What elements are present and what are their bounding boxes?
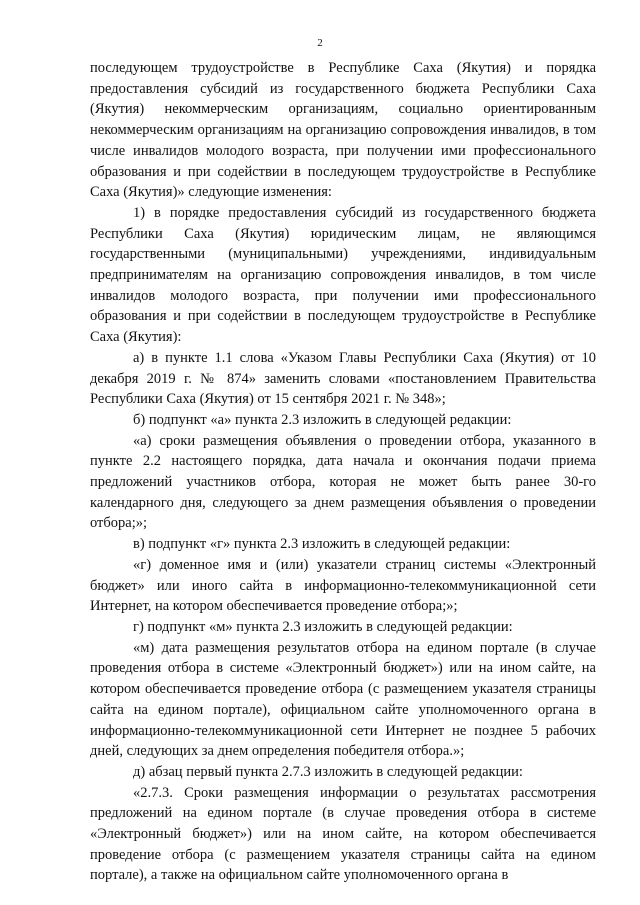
paragraph: а) в пункте 1.1 слова «Указом Главы Республики Саха (Якутия) от 10 декабря 2019 г. № 874» заменить словами «постановлением Правительства Республики Саха (Якутия) от 15 сентября 2021 г. № 348»; bbox=[90, 349, 596, 408]
paragraph: «а) сроки размещения объявления о проведении отбора, указанного в пункте 2.2 настоящего порядка, дата начала и окончания подачи приема предложений участников отбора, которая не может быть ранее 30-го календарного дня, следующего за днем размещения объявления о проведении отбора;»; bbox=[90, 432, 596, 532]
paragraph: б) подпункт «а» пункта 2.3 изложить в следующей редакции: bbox=[133, 411, 512, 428]
paragraph: «2.7.3. Сроки размещения информации о результатах рассмотрения предложений на едином портале (в случае проведения отбора в системе «Электронный бюджет») или на ином сайте, на котором обеспечивается проведение отбора (с размещением указателя страницы сайта на едином портале), а также на официальном сайте уполномоченного органа в bbox=[90, 784, 596, 884]
paragraph: «м) дата размещения результатов отбора на едином портале (в случае проведения отбора в системе «Электронный бюджет») или на ином сайте, на котором обеспечивается проведение отбора (с размещением указателя страницы сайта на едином портале), официальном сайте уполномоченного органа в информационно-телекоммуникационной сети Интернет не позднее 5 рабочих дней, следующих за днем определения победителя отбора.»; bbox=[90, 639, 596, 760]
paragraph: в) подпункт «г» пункта 2.3 изложить в следующей редакции: bbox=[133, 536, 511, 553]
paragraph: последующем трудоустройстве в Республике Саха (Якутия) и порядка предоставления субсидий из государственного бюджета Республики Саха (Якутия) некоммерческим организациям, социально ориентированным некоммерческим организациям на организацию сопровождения инвалидов, в том числе инвалидов молодого возраста, при получении ими профессионального образования и при содействии в последующем трудоустройстве в Республике Саха (Якутия)» следующие изменения: bbox=[90, 60, 596, 201]
paragraph: г) подпункт «м» пункта 2.3 изложить в следующей редакции: bbox=[133, 618, 513, 635]
document-body bbox=[90, 58, 596, 886]
paragraph: «г) доменное имя и (или) указатели страниц системы «Электронный бюджет» или иного сайта в информационно-телекоммуникационной сети Интернет, на котором обеспечивается проведение отбора;»; bbox=[90, 556, 596, 615]
page-number: 2 bbox=[317, 37, 323, 49]
paragraph: д) абзац первый пункта 2.7.3 изложить в следующей редакции: bbox=[133, 763, 523, 780]
paragraph: 1) в порядке предоставления субсидий из государственного бюджета Республики Саха (Якутия) юридическим лицам, не являющимся государственными (муниципальными) учреждениями, индивидуальным предпринимателям на организацию сопровождения инвалидов, в том числе инвалидов молодого возраста, при получении ими профессионального образования и при содействии в последующем трудоустройстве в Республике Саха (Якутия): bbox=[90, 204, 596, 346]
